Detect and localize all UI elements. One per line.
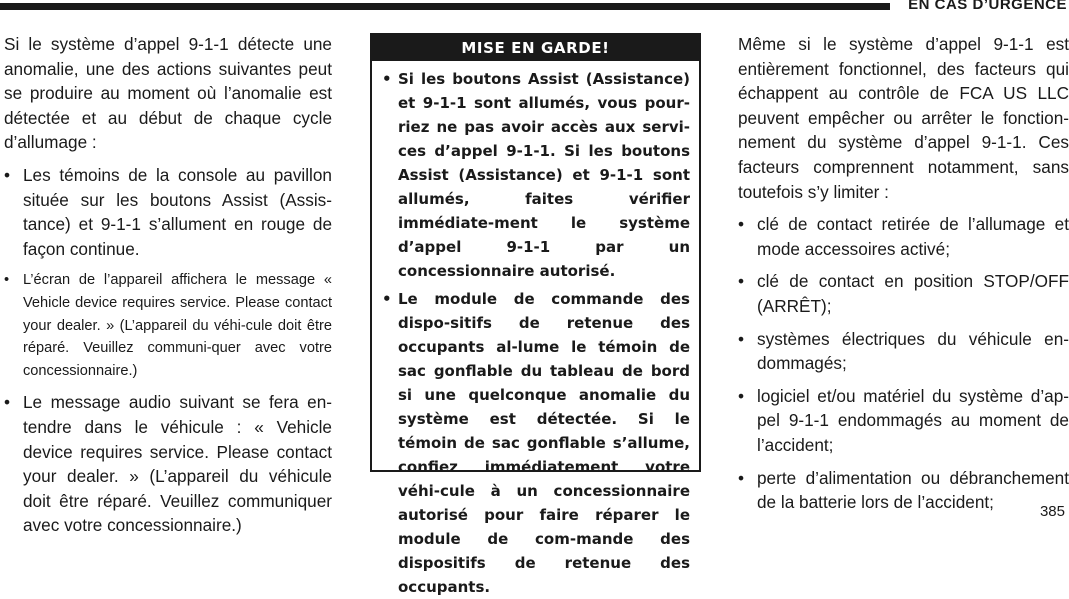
left-intro-paragraph: Si le système d’appel 9-1-1 détecte une anomalie, une des actions suivantes peut se produire au moment où l’anomalie est détectée et au début de chaque cycle d’allumage : bbox=[4, 34, 332, 153]
page-header bbox=[0, 0, 1069, 13]
warning-list bbox=[372, 61, 699, 599]
list-item: • clé de contact en position STOP/OFF (ARRÊT); bbox=[738, 271, 1069, 316]
list-item: • perte d’alimentation ou débranchement de la batterie lors de l’accident; bbox=[738, 467, 1069, 513]
warning-box bbox=[370, 33, 701, 596]
page-number: 385 bbox=[1039, 503, 1065, 520]
bullet-icon: • bbox=[738, 328, 745, 349]
list-item: • clé de contact retirée de l’allumage et mode accessoires activé; bbox=[738, 214, 1069, 259]
bullet-icon: • bbox=[4, 164, 11, 185]
bullet-icon: • bbox=[4, 272, 10, 289]
bullet-icon: • bbox=[382, 290, 392, 308]
right-bullet-list bbox=[738, 212, 1069, 515]
warning-item: • Le module de commande des dispo-sitifs de retenue des occupants al-lume le témoin de sac gonflable du tableau de bord si une quelconque anomalie du système est détectée. Si le témoin de sac gonflable s’allume, confiez immédiatement votre véhi-cule à un concessionnaire autorisé pour faire réparer le module de com-mande des dispositifs de retenue des occupants. bbox=[382, 287, 690, 599]
header-rule bbox=[0, 3, 890, 10]
bullet-icon: • bbox=[738, 467, 745, 488]
list-item: • systèmes électriques du véhicule en-dommagés; bbox=[738, 328, 1069, 374]
list-item: • Les témoins de la console au pavillon située sur les boutons Assist (Assis-tance) et 9-1-1 s’allument en rouge de façon continue. bbox=[4, 164, 332, 259]
section-title: EN CAS D’URGENCE bbox=[902, 0, 1067, 13]
list-item: • logiciel et/ou matériel du système d’ap-pel 9-1-1 endommagés au moment de l’accident; bbox=[738, 385, 1069, 455]
warning-title: MISE EN GARDE! bbox=[372, 35, 699, 61]
bullet-icon: • bbox=[738, 214, 745, 235]
bullet-icon: • bbox=[738, 271, 745, 292]
list-item: • L’écran de l’appareil affichera le message « Vehicle device requires service. Please contact your dealer. » (L’appareil du véhi-cule doit être réparé. Veuillez communi-quer avec votre concessionnaire.) bbox=[4, 269, 332, 382]
list-item: • Le message audio suivant se fera en-tendre dans le véhicule : « Vehicle device requires service. Please contact your dealer. » (L’appareil du véhicule doit être réparé. Veuillez communiquer avec votre concessionnaire.) bbox=[4, 392, 332, 536]
left-bullet-list bbox=[4, 163, 332, 538]
left-column bbox=[4, 32, 332, 538]
warning-item: • Si les boutons Assist (Assistance) et 9-1-1 sont allumés, vous pour-riez ne pas avoir accès aux servi-ces d’appel 9-1-1. Si les boutons Assist (Assistance) et 9-1-1 sont allumés, faites vérifier immédiate-ment le système d’appel 9-1-1 par un concessionnaire autorisé. bbox=[382, 67, 690, 283]
bullet-icon: • bbox=[738, 385, 745, 406]
bullet-icon: • bbox=[382, 70, 392, 88]
bullet-icon: • bbox=[4, 392, 11, 413]
right-column bbox=[738, 32, 1069, 515]
right-intro-paragraph: Même si le système d’appel 9-1-1 est entièrement fonctionnel, des facteurs qui échappent au contrôle de FCA US LLC peuvent empêcher ou arrêter le fonction-nement du système d’appel 9-1-1. Ces facteurs comprennent notamment, sans toutefois s’y limiter : bbox=[738, 34, 1069, 202]
